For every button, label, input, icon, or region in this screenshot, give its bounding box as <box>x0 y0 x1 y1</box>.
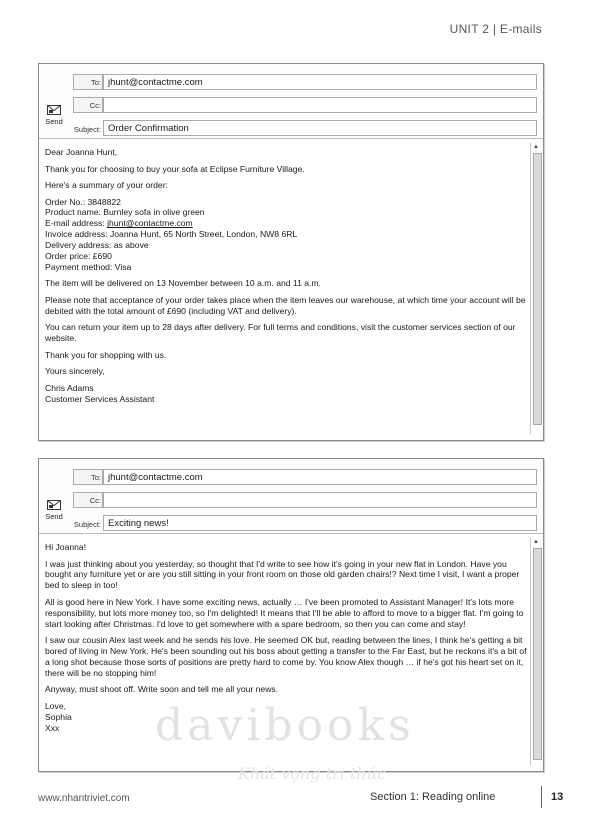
email-address-label: E-mail address: <box>45 218 108 229</box>
paragraph: Thank you for shopping with us. <box>45 349 167 360</box>
signature-title: Customer Services Assistant <box>45 393 155 404</box>
invoice-address: Invoice address: Joanna Hunt, 65 North Street, London, NW8 6RL <box>45 229 298 240</box>
footer-divider <box>541 786 542 808</box>
scroll-thumb[interactable] <box>533 153 542 425</box>
scroll-up-icon[interactable]: ▲ <box>533 539 539 545</box>
paragraph: Here's a summary of your order: <box>45 180 168 190</box>
email-body <box>39 139 543 440</box>
footer-section: Section 1: Reading online <box>370 791 496 803</box>
closing: Yours sincerely, <box>45 366 105 377</box>
email-address-link[interactable]: jhunt@contactme.com <box>107 218 193 229</box>
watermark-tagline: Khát vọng tri thức <box>238 764 386 783</box>
unit-header: UNIT 2 | E-mails <box>449 22 542 36</box>
to-field[interactable]: jhunt@contactme.com <box>103 469 537 485</box>
greeting: Hi Joanna! <box>45 542 87 552</box>
subject-label: Subject: <box>73 520 101 529</box>
email-header <box>39 459 543 534</box>
signature-name: Sophia <box>45 711 72 722</box>
email-header <box>39 64 543 139</box>
subject-label: Subject: <box>73 125 101 134</box>
cc-field[interactable] <box>103 97 537 113</box>
subject-field[interactable]: Order Confirmation <box>103 120 537 136</box>
scroll-thumb[interactable] <box>533 548 542 760</box>
signature-kiss: Xxx <box>45 722 60 733</box>
send-button[interactable] <box>43 500 65 521</box>
payment-method: Payment method: Visa <box>45 261 132 272</box>
paragraph: Thank you for choosing to buy your sofa at Eclipse Furniture Village. <box>45 163 305 174</box>
to-label: To: <box>90 78 101 87</box>
product-name: Product name: Burnley sofa in olive green <box>45 207 205 218</box>
order-summary <box>45 197 529 273</box>
delivery-address: Delivery address: as above <box>45 240 149 251</box>
paragraph: I was just thinking about you yesterday, so thought that I'd write to see how it's going in your new flat in London. Have you bought any furniture yet or are you still sitting in your front room on those old garden chairs!? Next time I visit, I want a proper bed to sleep in too! <box>45 558 520 591</box>
send-button[interactable] <box>43 105 65 126</box>
order-price: Order price: £690 <box>45 251 112 262</box>
signature-name: Chris Adams <box>45 382 94 393</box>
paragraph: The item will be delivered on 13 November between 10 a.m. and 11 a.m. <box>45 278 321 289</box>
cc-field[interactable] <box>103 492 537 508</box>
cc-label: Cc: <box>89 496 101 505</box>
paragraph: Anyway, must shoot off. Write soon and tell me all your news. <box>45 684 279 695</box>
cc-label: Cc: <box>89 101 101 110</box>
to-label: To: <box>90 473 101 482</box>
send-label: Send <box>45 117 63 126</box>
scrollbar[interactable] <box>530 538 541 765</box>
subject-field[interactable]: Exciting news! <box>103 515 537 531</box>
paragraph: I saw our cousin Alex last week and he sends his love. He seemed OK but, reading between the lines, I think he's getting a bit bored of living in New York. He's been sounding out his boss about getting a transfer to the Far East, but he reckons it's a bit of a long shot because those sorts of positions are pretty hard to come by. You know Alex though … if he's got his heart set on it, there will be no stopping him! <box>45 635 527 678</box>
closing: Love, <box>45 700 67 711</box>
footer-website: www.nhantriviet.com <box>38 793 130 804</box>
email-window-order-confirmation <box>38 63 544 441</box>
watermark: davibooks <box>155 700 415 751</box>
send-icon <box>47 500 61 510</box>
scroll-up-icon[interactable]: ▲ <box>533 144 539 150</box>
paragraph: All is good here in New York. I have some exciting news, actually … I've been promoted to Assistant Manager! It's lots more responsibility, but lots more money too, so I'm delighted! It means that I'll be able to afford to move to a bigger flat. I'm going to start looking after Christmas. I'd love to get somewhere with a spare bedroom, so then you can come and stay! <box>45 596 524 629</box>
to-field[interactable]: jhunt@contactme.com <box>103 74 537 90</box>
page-number: 13 <box>551 791 564 803</box>
email-address-line <box>45 218 529 229</box>
send-icon <box>47 105 61 115</box>
send-label: Send <box>45 512 63 521</box>
scrollbar[interactable] <box>530 143 541 434</box>
greeting: Dear Joanna Hunt, <box>45 147 118 157</box>
paragraph: Please note that acceptance of your order takes place when the item leaves our warehouse, at which time your account will be debited with the total amount of £690 (including VAT and delivery). <box>45 294 526 316</box>
order-number: Order No.: 3848822 <box>45 196 121 207</box>
paragraph: You can return your item up to 28 days after delivery. For full terms and conditions, visit the customer services section of our website. <box>45 322 516 344</box>
